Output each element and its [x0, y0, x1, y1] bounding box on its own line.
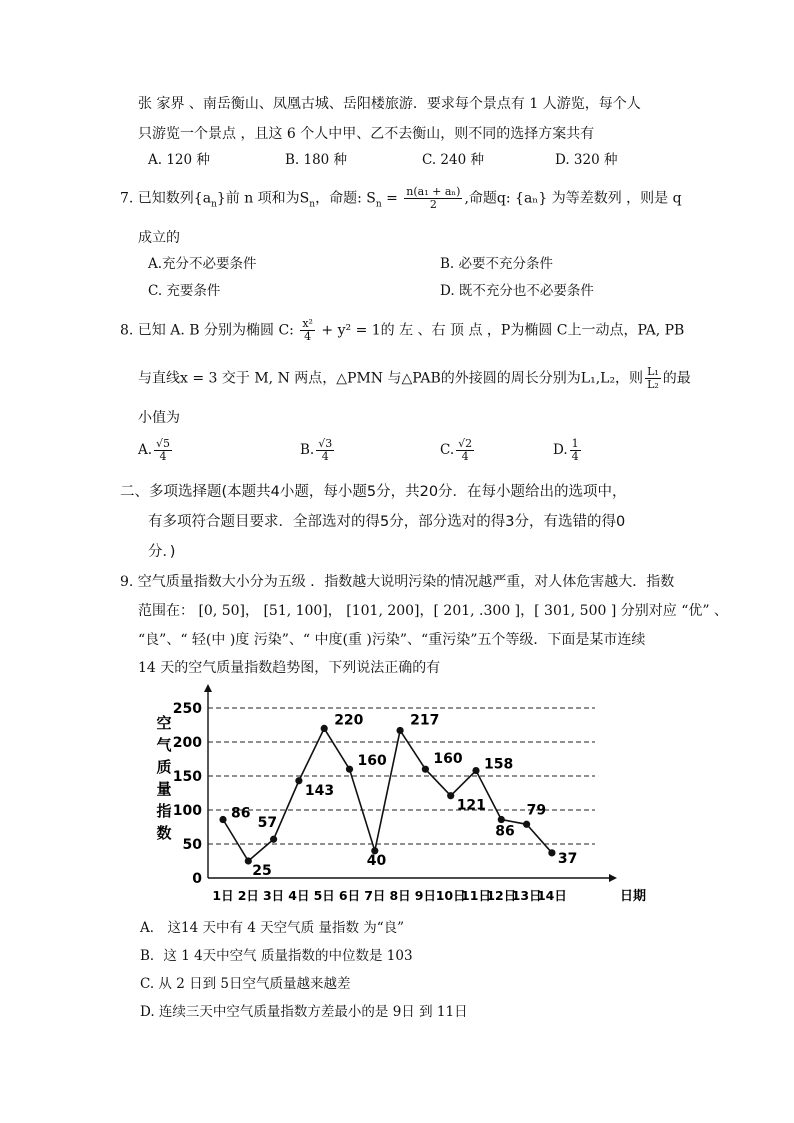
data-label: 40: [366, 852, 387, 869]
y-axis-label-char: 空: [156, 714, 172, 732]
data-point: [472, 767, 479, 774]
y-axis-arrow: [204, 684, 212, 692]
data-point: [548, 849, 555, 856]
data-label: 86: [231, 805, 251, 822]
chart-x-ticks: [212, 888, 646, 904]
y-tick-label: 250: [172, 701, 202, 717]
data-point: [523, 821, 530, 828]
data-label: 121: [456, 797, 486, 814]
x-tick-label: 4日: [288, 888, 310, 903]
q7-option-c: C. 充要条件: [148, 283, 221, 299]
q8-option-c: C. $\frac{√2}{4}$: [440, 437, 473, 463]
data-point: [422, 766, 429, 773]
data-point: [295, 777, 302, 784]
data-point: [219, 816, 226, 823]
q7-option-d: D. 既不充分也不必要条件: [440, 283, 594, 299]
y-tick-label: 100: [172, 803, 202, 819]
q6-option-b: B. 180 种: [285, 152, 348, 168]
data-point: [498, 816, 505, 823]
x-tick-label: 9日: [414, 888, 437, 903]
q8-ratio-fraction: $\frac{\text{L₁}}{\text{L₂}}$: [647, 365, 659, 391]
q6-option-a: A. 120 种: [148, 152, 210, 168]
x-tick-label: 6日: [338, 888, 361, 903]
y-tick-label: 0: [192, 871, 202, 887]
air-quality-line-chart: [150, 680, 670, 910]
y-axis-label-char: 量: [156, 780, 172, 798]
q9-line4: 14 天的空气质量指数趋势图，下列说法正确的有: [138, 660, 441, 676]
data-label: 217: [410, 712, 440, 729]
q8-ellipse-fraction: $\frac{\text{x²}}{4}$: [302, 317, 313, 343]
q9-option-b: B．这 1 4天中空气 质量指数的中位数是 103: [140, 948, 413, 964]
y-axis-label-char: 气: [156, 736, 172, 754]
q8-option-a: A. $\frac{√5}{4}$: [138, 437, 171, 463]
data-point: [270, 836, 277, 843]
q6-option-c: C. 240 种: [422, 152, 484, 168]
x-tick-label: 10日: [435, 888, 466, 903]
x-tick-label: 5日: [313, 888, 335, 903]
q7-option-b: B. 必要不充分条件: [440, 256, 554, 272]
chart-y-axis-label: [155, 714, 172, 842]
data-label: 158: [484, 756, 514, 773]
data-point: [397, 727, 404, 734]
data-point: [245, 857, 252, 864]
q7-fraction: $\frac{\text{n(a₁ + aₙ)}}{2}$: [406, 185, 461, 211]
q7-line2: 成立的: [138, 230, 180, 246]
q9-option-d: D. 连续三天中空气质量指数方差最小的是 9日 到 11日: [140, 1004, 468, 1020]
q6-line1: 张 家界 、南岳衡山、凤凰古城、岳阳楼旅游．要求每个景点有 1 人游览，每个人: [138, 96, 641, 112]
q6-option-d: D. 320 种: [555, 152, 618, 168]
section2-line2: 有多项符合题目要求．全部选对的得5分，部分选对的得3分，有选错的得0: [148, 514, 626, 530]
y-axis-label-char: 质: [156, 758, 172, 776]
data-label: 37: [557, 850, 578, 867]
data-point: [321, 725, 328, 732]
x-tick-label: 8日: [389, 888, 411, 903]
q8-option-b: B. $\frac{√3}{4}$: [300, 437, 333, 463]
y-axis-label-char: 数: [156, 824, 172, 842]
q7-option-a: A.充分不必要条件: [148, 256, 257, 272]
data-label: 160: [357, 753, 387, 770]
q9-line1: 9. 空气质量指数大小分为五级 ．指数越大说明污染的情况越严重，对人体危害越大．指数: [120, 574, 675, 590]
q9-line2: 范围在： [0, 50]， [51, 100]， [101, 200]，[ 201, .300 ]，[ 301, 500 ] 分别对应 “优” 、: [138, 603, 728, 619]
data-point: [346, 766, 353, 773]
q9-line3: “良”、“ 轻(中 )度 污染”、“ 中度(重 )污染”、“重污染”五个等级．下面是某市连续: [138, 632, 646, 648]
x-tick-label: 3日: [262, 888, 285, 903]
data-label: 220: [334, 712, 364, 729]
data-label: 79: [526, 802, 547, 819]
x-tick-label: 14日: [536, 888, 567, 903]
data-point: [447, 792, 454, 799]
x-tick-label: 11日: [461, 888, 491, 903]
q9-option-a: A． 这14 天中有 4 天空气质 量指数 为“良”: [140, 920, 405, 936]
section2-line1: 二、多项选择题(本题共4小题，每小题5分，共20分．在每小题给出的选项中，: [120, 484, 627, 500]
y-tick-label: 150: [172, 769, 202, 785]
section2-line3: 分．): [148, 544, 176, 560]
y-axis-label-char: 指: [156, 802, 172, 820]
x-tick-label: 13日: [511, 888, 542, 903]
data-label: 160: [433, 751, 463, 768]
data-label: 25: [252, 863, 272, 879]
data-label: 86: [495, 823, 515, 840]
q8-option-d: D. $\frac{1}{4}$: [553, 437, 579, 463]
y-tick-label: 50: [182, 837, 202, 853]
x-tick-label: 12日: [486, 888, 517, 903]
data-label: 57: [257, 815, 278, 832]
x-tick-label: 1日: [212, 888, 234, 903]
q6-line2: 只游览一个景点 ，且这 6 个人中甲、乙不去衡山，则不同的选择方案共有: [138, 126, 595, 142]
x-tick-label: 2日: [237, 888, 259, 903]
q9-option-c: C. 从 2 日到 5日空气质量越来越差: [140, 976, 351, 992]
q8-line2: 与直线x = 3 交于 M, N 两点，△PMN 与△PAB的外接圆的周长分别为L₁,L₂，则 $\frac{\text{L₁}}{\text{L₂}}$ 的最: [138, 365, 691, 391]
data-label: 143: [304, 782, 335, 799]
x-axis-arrow: [609, 874, 617, 882]
x-tick-label: 7日: [364, 888, 386, 903]
y-tick-label: 200: [172, 735, 202, 751]
q8-line1: 8. 已知 A. B 分别为椭圆 C: $\frac{\text{x²}}{4}$ + y² = 1的 左 、右 顶 点 ，P为椭圆 C上一动点，PA, PB: [120, 317, 685, 343]
x-axis-label: 日期: [620, 889, 647, 904]
q7-line1: 7. 已知数列$\{a_n\}$前 n 项和为$S_n$，命题: $S_n$ = $\frac{\text{n(a₁ + aₙ)}}{2}$ ,命题q: {aₙ} 为等差数列 ，则是 q: [120, 185, 682, 211]
q8-line3: 小值为: [138, 410, 180, 426]
chart-y-ticks: [173, 701, 202, 887]
